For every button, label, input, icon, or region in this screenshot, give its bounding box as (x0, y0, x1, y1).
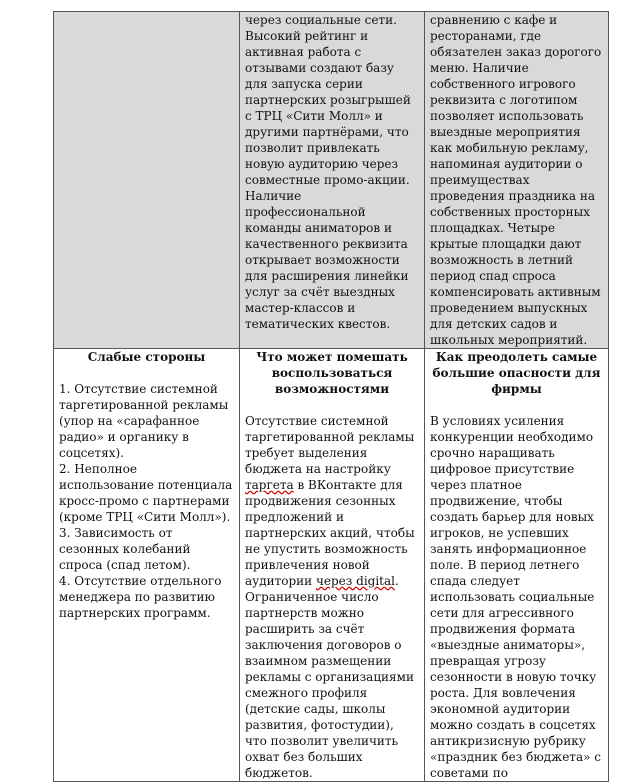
weaknesses-header: Слабые стороны (87, 350, 206, 364)
table-cell-strengths-col1 (54, 12, 240, 349)
swot-table (53, 11, 609, 782)
overcome-header: Как преодолеть самые большие опасности для фирмы (432, 350, 601, 396)
table-cell-strengths-text (425, 12, 609, 349)
threats-text-part3: . Ограниченное число партнерств можно расширить за счёт заключения договоров о взаимном размещении рекламы с организациями смежного профиля (детские сады, школы развития, фотостудии), что позволит увеличить охват без больших бюджетов. (245, 574, 414, 780)
spellcheck-underlined-word: таргета (245, 478, 294, 492)
table-cell-opportunities-text (240, 12, 425, 349)
threats-text-part2: в ВКонтакте для продвижения сезонных предложений и партнерских акций, чтобы не упустить возможность привлечения новой аудитории (245, 478, 415, 588)
threats-text (245, 413, 419, 781)
table-cell-weaknesses (54, 349, 240, 782)
threats-text-part1: Отсутствие системной таргетированной рекламы требует выделения бюджета на настройку (245, 414, 415, 476)
table-cell-threats-to-opportunities (240, 349, 425, 782)
threats-header: Что может помешать воспользоваться возможностями (256, 350, 408, 396)
cell-text: через социальные сети. Высокий рейтинг и активная работа с отзывами создают базу для запуска серии партнерских розыгрышей с ТРЦ «Сити Молл» и другими партнёрами, что позволит привлекать новую аудиторию через совместные промо-акции. Наличие профессиональной команды аниматоров и качественного реквизита открывает возможности для расширения линейки услуг за счёт выездных мастер-классов и тематических квестов. (245, 13, 411, 331)
table-row (54, 12, 609, 349)
table-cell-overcome-dangers (425, 349, 609, 782)
table-row (54, 349, 609, 782)
overcome-text: В условиях усиления конкуренции необходимо срочно наращивать цифровое присутствие через платное продвижение, чтобы создать барьер для новых игроков, не успевших занять информационное поле. В период летнего спада следует использовать социальные сети для агрессивного продвижения формата «выездные аниматоры», превращая угрозу сезонности в новую точку роста. Для вовлечения экономной аудитории можно создать в соцсетях антикризисную рубрику «праздник без бюджета» с советами по (430, 414, 601, 780)
weaknesses-list: 1. Отсутствие системной таргетированной рекламы (упор на «сарафанное радио» и органику в соцсетях). 2. Неполное использование потенциала кросс-промо с партнерами (кроме ТРЦ «Сити Молл»). 3. Зависимость от сезонных колебаний спроса (спад летом). 4. Отсутствие отдельного менеджера по развитию партнерских программ. (59, 382, 233, 620)
cell-text: сравнению с кафе и ресторанами, где обязателен заказ дорогого меню. Наличие собственного игрового реквизита с логотипом позволяет использовать выездные мероприятия как мобильную рекламу, напоминая аудитории о преимуществах проведения праздника на собственных просторных площадках. Четыре крытые площадки дают возможность в летний период спад спроса компенсировать активным проведением выпускных для детских садов и школьных мероприятий. (430, 13, 602, 347)
spellcheck-underlined-word: через digital (315, 574, 395, 588)
